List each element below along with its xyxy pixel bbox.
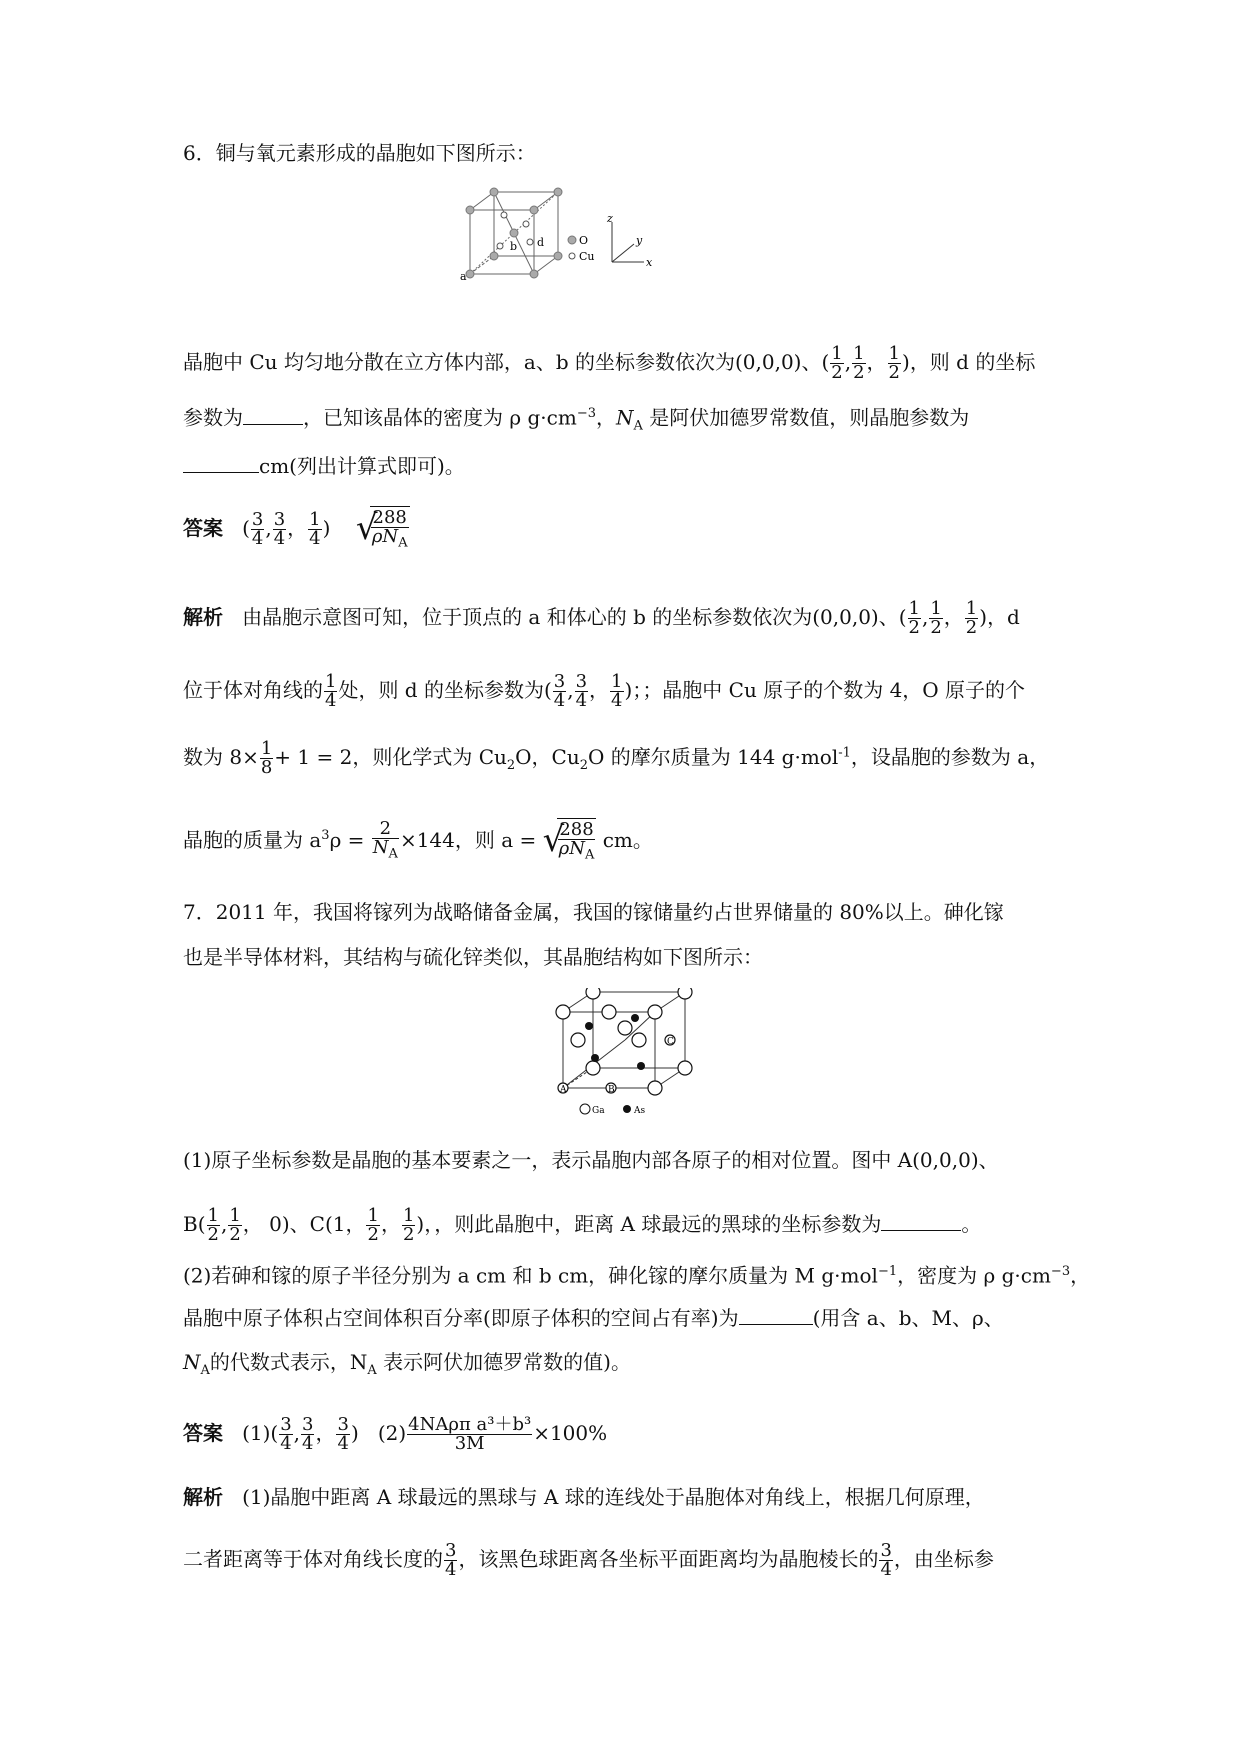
q6-line3: cm(列出计算式即可)。	[183, 454, 465, 478]
label-a: a	[460, 270, 467, 283]
q7-title-line1: 7．2011 年，我国将镓列为战略储备金属，我国的镓储量约占世界储量的 80%以上。砷化镓	[183, 900, 1004, 924]
q6-analysis-line3: 数为 8× $\frac{1}{8}$ + 1 = 2，则化学式为 $Cu_2O$，$Cu_2O$ 的摩尔质量为 144 g·mol$^{-1}$，设晶胞的参数为 a，	[183, 738, 1050, 778]
cu2o-unit-cell-figure	[460, 184, 660, 284]
q6-analysis-line2: 位于体对角线的 $\frac{1}{4}$ 处，则 d 的坐标参数为( $\frac{3}{4}$ , $\frac{3}{4}$ ， $\frac{1}{4}$ )；；晶胞中 Cu 原子的个数为 4，O 原子的个	[183, 671, 1026, 711]
label-A: A	[560, 1085, 567, 1095]
q6-answer: 答案 ( $\frac{3}{4}$ , $\frac{3}{4}$ ， $\frac{1}{4}$ ) √ $\frac{288}{\rho N_A}$	[183, 507, 408, 551]
legend-Cu: Cu	[579, 250, 595, 263]
legend-As: As	[634, 1106, 646, 1116]
label-b: b	[510, 240, 518, 253]
q7-answer: 答案 (1)( $\frac{3}{4}$ , $\frac{3}{4}$ ， $\frac{3}{4}$ ) (2) $\frac{\text{4NAρπ a³＋b³}}{3M}$ ×100%	[183, 1414, 608, 1454]
gaas-unit-cell-figure	[555, 988, 695, 1116]
q6-title: 6．铜与氧元素形成的晶胞如下图所示：	[183, 141, 536, 165]
q7-title-line2: 也是半导体材料，其结构与硫化锌类似，其晶胞结构如下图所示：	[183, 945, 763, 969]
q6-analysis-line1: 解析 由晶胞示意图可知，位于顶点的 a 和体心的 b 的坐标参数依次为(0,0,0)、( $\frac{1}{2}$ , $\frac{1}{2}$ ， $\frac{1}{2}$ )，d	[183, 598, 1020, 638]
axis-x: x	[646, 256, 653, 269]
legend-O: O	[579, 234, 589, 247]
q7-part2-line3: $N_A$的代数式表示，$N_A$ 表示阿伏加德罗常数的值)。	[183, 1350, 631, 1378]
blank-d-coordinate[interactable]	[243, 406, 303, 425]
label-B: B	[608, 1085, 615, 1095]
q6-line1: 晶胞中 Cu 均匀地分散在立方体内部，a、b 的坐标参数依次为(0,0,0)、( $\frac{1}{2}$ , $\frac{1}{2}$ ， $\frac{1}{2}$ )，则 d 的坐标	[183, 343, 1036, 383]
q7-analysis-line1: 解析 (1)晶胞中距离 A 球最远的黑球与 A 球的连线处于晶胞体对角线上，根据几何原理，	[183, 1485, 985, 1509]
q7-analysis-line2: 二者距离等于体对角线长度的 $\frac{3}{4}$ ，该黑色球距离各坐标平面距离均为晶胞棱长的 $\frac{3}{4}$ ，由坐标参	[183, 1540, 994, 1580]
q6-analysis-line4: 晶胞的质量为 $a^3\rho$ = $\frac{2}{N_A}$ ×144，则 a = √ $\frac{288}{\rho N_A}$ cm。	[183, 817, 653, 863]
q7-part1-line1: (1)原子坐标参数是晶胞的基本要素之一，表示晶胞内部各原子的相对位置。图中 A(0,0,0)、	[183, 1148, 999, 1172]
q7-part1-line2: B( $\frac{1}{2}$ , $\frac{1}{2}$ ， 0)、C(1， $\frac{1}{2}$ ， $\frac{1}{2}$ )，，则此晶胞中，距离 A 球最远的黑球的坐标参数为 。	[183, 1205, 982, 1245]
q7-part2-line2: 晶胞中原子体积占空间体积百分率(即原子体积的空间占有率)为 (用含 a、b、M、ρ、	[183, 1306, 1004, 1330]
label-C: C	[667, 1037, 674, 1047]
blank-cell-parameter[interactable]	[183, 454, 259, 473]
blank-farthest-as[interactable]	[881, 1212, 961, 1231]
legend-Ga: Ga	[592, 1106, 605, 1116]
axis-z: z	[607, 212, 613, 225]
label-d: d	[537, 236, 545, 249]
q6-line2: 参数为 ，已知该晶体的密度为 ρ $g\cdot cm^{-3}$，$N_A$ 是阿伏加德罗常数值，则晶胞参数为	[183, 405, 970, 434]
blank-space-ratio[interactable]	[739, 1306, 813, 1325]
q7-part2-line1: (2)若砷和镓的原子半径分别为 a cm 和 b cm，砷化镓的摩尔质量为 M g·mol$^{-1}$，密度为 ρ $g\cdot cm^{-3}$，	[183, 1263, 1091, 1288]
axis-y: y	[636, 234, 643, 247]
